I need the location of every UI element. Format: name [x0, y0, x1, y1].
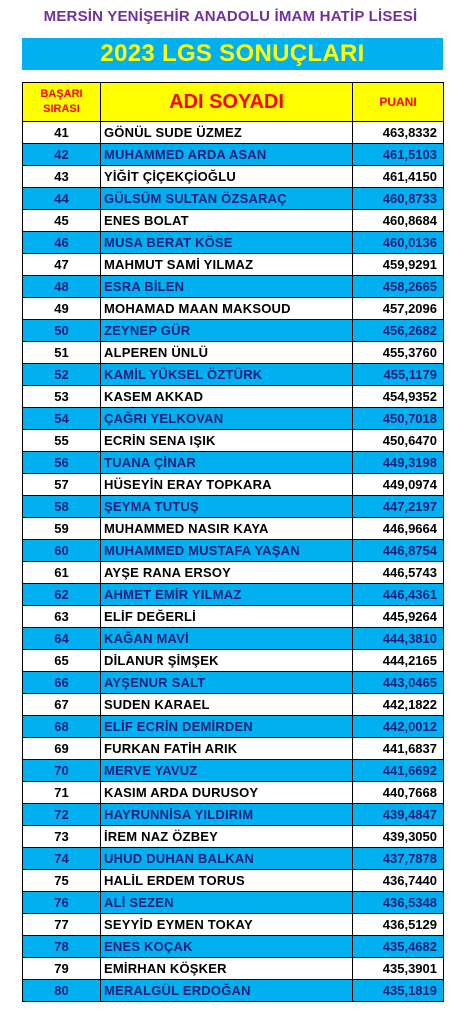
- rank-cell: 41: [23, 122, 101, 144]
- name-cell: ELİF ECRİN DEMİRDEN: [101, 716, 353, 738]
- table-row: [23, 760, 444, 782]
- score-cell: 459,9291: [353, 254, 444, 276]
- table-row: [23, 826, 444, 848]
- table-row: [23, 804, 444, 826]
- name-cell: MAHMUT SAMİ YILMAZ: [101, 254, 353, 276]
- rank-cell: 48: [23, 276, 101, 298]
- rank-cell: 63: [23, 606, 101, 628]
- score-cell: 436,5129: [353, 914, 444, 936]
- name-cell: KASEM AKKAD: [101, 386, 353, 408]
- name-cell: MUHAMMED NASIR KAYA: [101, 518, 353, 540]
- table-row: [23, 870, 444, 892]
- rank-cell: 77: [23, 914, 101, 936]
- score-cell: 449,0974: [353, 474, 444, 496]
- rank-cell: 65: [23, 650, 101, 672]
- rank-cell: 46: [23, 232, 101, 254]
- table-row: [23, 408, 444, 430]
- name-cell: GÖNÜL SUDE ÜZMEZ: [101, 122, 353, 144]
- score-cell: 454,9352: [353, 386, 444, 408]
- score-cell: 441,6692: [353, 760, 444, 782]
- table-row: [23, 452, 444, 474]
- table-row: [23, 430, 444, 452]
- rank-cell: 52: [23, 364, 101, 386]
- rank-cell: 68: [23, 716, 101, 738]
- rank-cell: 64: [23, 628, 101, 650]
- rank-cell: 60: [23, 540, 101, 562]
- score-cell: 442,0012: [353, 716, 444, 738]
- rank-cell: 80: [23, 980, 101, 1002]
- score-cell: 447,2197: [353, 496, 444, 518]
- name-cell: ESRA BİLEN: [101, 276, 353, 298]
- name-cell: ZEYNEP GÜR: [101, 320, 353, 342]
- score-cell: 439,3050: [353, 826, 444, 848]
- table-row: [23, 782, 444, 804]
- table-row: [23, 144, 444, 166]
- rank-header: [23, 83, 101, 122]
- name-cell: KAMİL YÜKSEL ÖZTÜRK: [101, 364, 353, 386]
- name-cell: ELİF DEĞERLİ: [101, 606, 353, 628]
- table-row: [23, 232, 444, 254]
- table-row: [23, 166, 444, 188]
- table-row: [23, 254, 444, 276]
- name-cell: SEYYİD EYMEN TOKAY: [101, 914, 353, 936]
- score-cell: 446,5743: [353, 562, 444, 584]
- rank-cell: 70: [23, 760, 101, 782]
- rank-cell: 62: [23, 584, 101, 606]
- name-cell: ÇAĞRI YELKOVAN: [101, 408, 353, 430]
- score-cell: 437,7878: [353, 848, 444, 870]
- table-row: [23, 738, 444, 760]
- table-row: [23, 892, 444, 914]
- name-cell: ENES BOLAT: [101, 210, 353, 232]
- rank-header-line1: BAŞARI: [40, 88, 83, 100]
- score-cell: 456,2682: [353, 320, 444, 342]
- rank-cell: 58: [23, 496, 101, 518]
- rank-cell: 76: [23, 892, 101, 914]
- table-row: [23, 518, 444, 540]
- table-row: [23, 672, 444, 694]
- score-cell: 444,3810: [353, 628, 444, 650]
- table-row: [23, 562, 444, 584]
- name-cell: MUHAMMED ARDA ASAN: [101, 144, 353, 166]
- score-cell: 455,3760: [353, 342, 444, 364]
- score-cell: 443,0465: [353, 672, 444, 694]
- score-cell: 445,9264: [353, 606, 444, 628]
- score-cell: 457,2096: [353, 298, 444, 320]
- score-cell: 442,1822: [353, 694, 444, 716]
- name-cell: FURKAN FATİH ARIK: [101, 738, 353, 760]
- name-cell: ŞEYMA TUTUŞ: [101, 496, 353, 518]
- score-cell: 435,3901: [353, 958, 444, 980]
- table-row: [23, 914, 444, 936]
- name-cell: SUDEN KARAEL: [101, 694, 353, 716]
- rank-cell: 54: [23, 408, 101, 430]
- results-table: [22, 82, 444, 1002]
- score-cell: 460,8684: [353, 210, 444, 232]
- name-cell: MUHAMMED MUSTAFA YAŞAN: [101, 540, 353, 562]
- name-cell: MERVE YAVUZ: [101, 760, 353, 782]
- score-cell: 436,7440: [353, 870, 444, 892]
- rank-cell: 51: [23, 342, 101, 364]
- table-row: [23, 540, 444, 562]
- score-cell: 439,4847: [353, 804, 444, 826]
- name-header: ADI SOYADI: [101, 83, 353, 122]
- name-cell: EMİRHAN KÖŞKER: [101, 958, 353, 980]
- score-cell: 436,5348: [353, 892, 444, 914]
- rank-cell: 59: [23, 518, 101, 540]
- table-row: [23, 122, 444, 144]
- score-cell: 446,8754: [353, 540, 444, 562]
- name-cell: AYŞE RANA ERSOY: [101, 562, 353, 584]
- score-cell: 446,4361: [353, 584, 444, 606]
- score-cell: 449,3198: [353, 452, 444, 474]
- rank-cell: 43: [23, 166, 101, 188]
- name-cell: DİLANUR ŞİMŞEK: [101, 650, 353, 672]
- score-cell: 461,4150: [353, 166, 444, 188]
- rank-cell: 78: [23, 936, 101, 958]
- table-row: [23, 584, 444, 606]
- name-cell: YİĞİT ÇİÇEKÇİOĞLU: [101, 166, 353, 188]
- table-row: [23, 386, 444, 408]
- score-cell: 461,5103: [353, 144, 444, 166]
- score-cell: 455,1179: [353, 364, 444, 386]
- rank-cell: 55: [23, 430, 101, 452]
- table-row: [23, 628, 444, 650]
- name-cell: MERALGÜL ERDOĞAN: [101, 980, 353, 1002]
- rank-cell: 53: [23, 386, 101, 408]
- rank-cell: 49: [23, 298, 101, 320]
- name-cell: ENES KOÇAK: [101, 936, 353, 958]
- rank-cell: 57: [23, 474, 101, 496]
- table-row: [23, 364, 444, 386]
- name-cell: KASIM ARDA DURUSOY: [101, 782, 353, 804]
- name-cell: İREM NAZ ÖZBEY: [101, 826, 353, 848]
- rank-cell: 61: [23, 562, 101, 584]
- table-header-row: [23, 83, 444, 122]
- name-cell: AHMET EMİR YILMAZ: [101, 584, 353, 606]
- table-row: [23, 936, 444, 958]
- table-row: [23, 342, 444, 364]
- rank-cell: 47: [23, 254, 101, 276]
- score-cell: 450,6470: [353, 430, 444, 452]
- score-cell: 460,0136: [353, 232, 444, 254]
- table-row: [23, 694, 444, 716]
- table-row: [23, 496, 444, 518]
- rank-cell: 44: [23, 188, 101, 210]
- name-cell: GÜLSÜM SULTAN ÖZSARAÇ: [101, 188, 353, 210]
- table-row: [23, 276, 444, 298]
- table-row: [23, 650, 444, 672]
- name-cell: TUANA ÇİNAR: [101, 452, 353, 474]
- rank-cell: 72: [23, 804, 101, 826]
- rank-cell: 67: [23, 694, 101, 716]
- table-row: [23, 188, 444, 210]
- rank-cell: 69: [23, 738, 101, 760]
- rank-cell: 79: [23, 958, 101, 980]
- rank-cell: 75: [23, 870, 101, 892]
- score-cell: 446,9664: [353, 518, 444, 540]
- table-row: [23, 298, 444, 320]
- score-cell: 435,1819: [353, 980, 444, 1002]
- score-cell: 444,2165: [353, 650, 444, 672]
- table-row: [23, 606, 444, 628]
- score-cell: 458,2665: [353, 276, 444, 298]
- name-cell: ALPEREN ÜNLÜ: [101, 342, 353, 364]
- score-cell: 463,8332: [353, 122, 444, 144]
- score-header: PUANI: [353, 83, 444, 122]
- rank-cell: 66: [23, 672, 101, 694]
- rank-cell: 45: [23, 210, 101, 232]
- table-row: [23, 210, 444, 232]
- name-cell: HAYRUNNİSA YILDIRIM: [101, 804, 353, 826]
- table-row: [23, 980, 444, 1002]
- school-name: MERSİN YENİŞEHİR ANADOLU İMAM HATİP LİSESİ: [43, 8, 418, 25]
- table-row: [23, 716, 444, 738]
- score-cell: 460,8733: [353, 188, 444, 210]
- table-row: [23, 320, 444, 342]
- rank-cell: 74: [23, 848, 101, 870]
- name-cell: UHUD DUHAN BALKAN: [101, 848, 353, 870]
- rank-cell: 71: [23, 782, 101, 804]
- score-cell: 450,7018: [353, 408, 444, 430]
- name-cell: KAĞAN MAVİ: [101, 628, 353, 650]
- name-cell: MUSA BERAT KÖSE: [101, 232, 353, 254]
- table-row: [23, 848, 444, 870]
- rank-cell: 56: [23, 452, 101, 474]
- name-cell: AYŞENUR SALT: [101, 672, 353, 694]
- rank-header-line2: SIRASI: [43, 103, 80, 115]
- table-row: [23, 474, 444, 496]
- name-cell: MOHAMAD MAAN MAKSOUD: [101, 298, 353, 320]
- name-cell: ALİ SEZEN: [101, 892, 353, 914]
- rank-cell: 50: [23, 320, 101, 342]
- name-cell: HÜSEYİN ERAY TOPKARA: [101, 474, 353, 496]
- score-cell: 440,7668: [353, 782, 444, 804]
- name-cell: HALİL ERDEM TORUS: [101, 870, 353, 892]
- rank-cell: 73: [23, 826, 101, 848]
- results-title: 2023 LGS SONUÇLARI: [22, 38, 443, 70]
- score-cell: 441,6837: [353, 738, 444, 760]
- table-row: [23, 958, 444, 980]
- name-cell: ECRİN SENA IŞIK: [101, 430, 353, 452]
- score-cell: 435,4682: [353, 936, 444, 958]
- rank-cell: 42: [23, 144, 101, 166]
